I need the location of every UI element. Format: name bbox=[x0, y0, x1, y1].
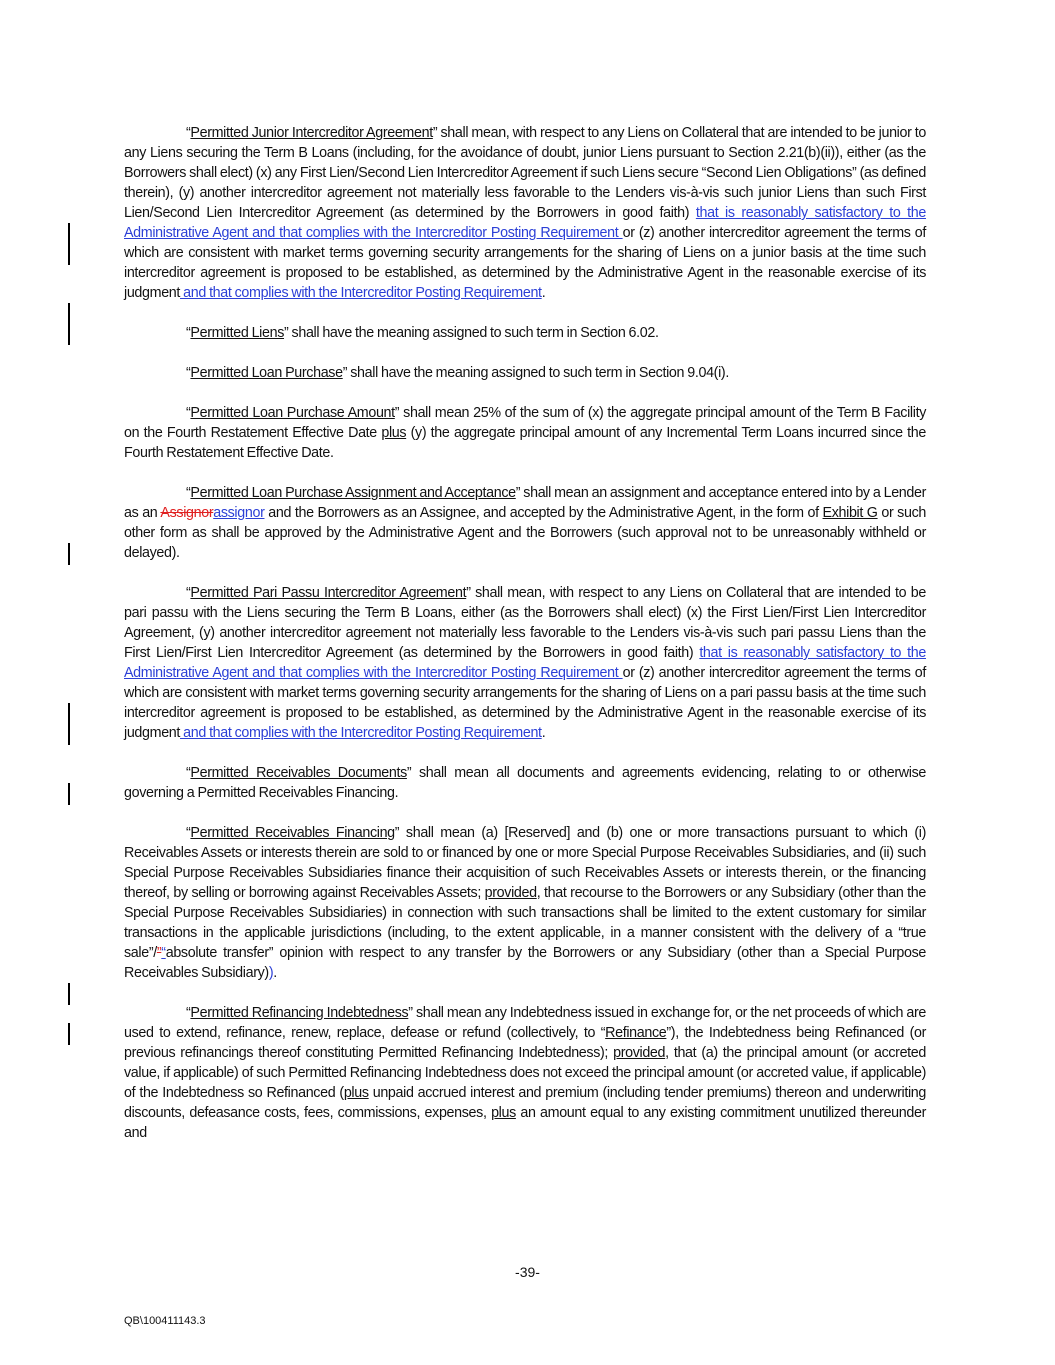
text-run: “ bbox=[186, 825, 191, 841]
document-body bbox=[124, 123, 926, 1163]
text-run: (y) the aggregate principal amount of any Incremental Term Loans incurred since the Fourth Restatement Effective Date. bbox=[124, 425, 926, 461]
text-run: “ bbox=[186, 485, 191, 501]
text-run: ” shall mean 25% of the sum of (x) the aggregate principal amount of the Term B Facility on the Fourth Restatement Effective Date bbox=[124, 405, 926, 441]
inserted-text: and that complies with the Intercreditor Posting Requirement bbox=[180, 725, 542, 741]
defined-term: plus bbox=[343, 1085, 369, 1101]
definition-paragraph bbox=[124, 363, 926, 383]
defined-term: Permitted Refinancing Indebtedness bbox=[190, 1005, 409, 1021]
defined-term: Permitted Junior Intercreditor Agreement bbox=[190, 125, 433, 141]
defined-term: Permitted Liens bbox=[190, 325, 285, 341]
text-run: absolute transfer” opinion with respect to any transfer by the Borrowers or any Subsidiary (other than a Special Purpose Receivables Subsidiary) bbox=[124, 945, 926, 981]
defined-term: Permitted Loan Purchase bbox=[190, 365, 343, 381]
text-run: ” shall mean any Indebtedness issued in exchange for, or the net proceeds of which are used to extend, refinance, renew, replace, defease or refund (collectively, to “ bbox=[124, 1005, 926, 1041]
change-bar bbox=[68, 783, 70, 805]
text-run: “ bbox=[186, 405, 191, 421]
text-run: “ bbox=[186, 1005, 191, 1021]
definition-paragraph bbox=[124, 823, 926, 983]
definition-paragraph bbox=[124, 483, 926, 563]
text-run: “ bbox=[186, 125, 191, 141]
defined-term: Permitted Pari Passu Intercreditor Agreement bbox=[190, 585, 467, 601]
text-run: ” shall mean all documents and agreements evidencing, relating to or otherwise governing a Permitted Receivables Financing. bbox=[124, 765, 926, 801]
defined-term: Permitted Loan Purchase Amount bbox=[190, 405, 395, 421]
definition-paragraph bbox=[124, 1003, 926, 1143]
text-run: ” shall mean an assignment and acceptance entered into by a Lender as an bbox=[124, 485, 927, 521]
text-run: “ bbox=[186, 765, 191, 781]
text-run: “ bbox=[186, 365, 191, 381]
definition-paragraph bbox=[124, 403, 926, 463]
definition-paragraph bbox=[124, 323, 926, 343]
text-run: . bbox=[541, 285, 546, 301]
text-run: ” shall mean, with respect to any Liens on Collateral that are intended to be pari passu with the Liens securing the Term B Loans, either (as the Borrowers shall elect) (x) the First Lien/First Lien Intercreditor Agreement, (y) another intercreditor agreement not materially less favorable to the Lenders vis-à-vis such pari passu Liens than the First Lien/First Lien Intercreditor Agreement (as determined by the Borrowers in good faith) bbox=[124, 585, 926, 661]
inserted-text: ) bbox=[268, 965, 274, 981]
deleted-text: Assignor bbox=[160, 505, 214, 521]
change-bar bbox=[68, 983, 70, 1005]
text-run: or (z) another intercreditor agreement the terms of which are consistent with market terms governing security arrangements for the sharing of Liens on a junior basis at the time such intercreditor agreement is proposed to be established, as determined by the Administrative Agent in the reasonable exercise of its judgment bbox=[124, 225, 927, 301]
text-run: ”), the Indebtedness being Refinanced (or previous refinancings thereof constituting Permitted Refinancing Indebtedness); bbox=[124, 1025, 926, 1061]
defined-term: Permitted Receivables Financing bbox=[190, 825, 395, 841]
defined-term: Exhibit G bbox=[822, 505, 878, 521]
defined-term: Refinance bbox=[605, 1025, 667, 1041]
text-run: ” shall have the meaning assigned to such term in Section 6.02. bbox=[284, 325, 659, 341]
defined-term: provided bbox=[484, 885, 537, 901]
inserted-text: and that complies with the Intercreditor Posting Requirement bbox=[180, 285, 542, 301]
defined-term: Permitted Receivables Documents bbox=[190, 765, 407, 781]
text-run: ” shall have the meaning assigned to such term in Section 9.04(i). bbox=[342, 365, 729, 381]
inserted-text: “ bbox=[161, 945, 166, 961]
inserted-text: assignor bbox=[213, 505, 265, 521]
defined-term: plus bbox=[381, 425, 407, 441]
text-run: , that recourse to the Borrowers or any Subsidiary (other than the Special Purpose Receivables Subsidiaries) in connection with such transactions shall be limited to the extent customary for similar transactions in the applicable jurisdictions (including, to the extent applicable, in a manner consistent with the delivery of a “true sale”/ bbox=[124, 885, 926, 961]
text-run: ” shall mean, with respect to any Liens on Collateral that are intended to be junior to any Liens securing the Term B Loans (including, for the avoidance of doubt, junior Liens pursuant to Section 2.21(b)(ii)), either (as the Borrowers shall elect) (x) any First Lien/Second Lien Intercreditor Agreement if such Liens secure “Second Lien Obligations” (as defined therein), (y) another intercreditor agreement not materially less favorable to the Lenders vis-à-vis such junior Liens than such First Lien/Second Lien Intercreditor Agreement (as determined by the Borrowers in good faith) bbox=[124, 125, 926, 221]
defined-term: provided bbox=[613, 1045, 666, 1061]
deleted-text: ” bbox=[156, 945, 162, 961]
page-number: -39- bbox=[515, 1264, 540, 1280]
text-run: “ bbox=[186, 585, 191, 601]
text-run: . bbox=[541, 725, 546, 741]
change-bar bbox=[68, 703, 70, 745]
text-run: an amount equal to any existing commitment unutilized thereunder and bbox=[124, 1105, 926, 1141]
definition-paragraph bbox=[124, 583, 926, 743]
defined-term: Permitted Loan Purchase Assignment and Acceptance bbox=[190, 485, 516, 501]
change-bar bbox=[68, 1023, 70, 1045]
change-bar bbox=[68, 303, 70, 345]
text-run: . bbox=[273, 965, 277, 981]
text-run: or such other form as shall be approved by the Administrative Agent and the Borrowers (such approval not to be unreasonably withheld or delayed). bbox=[124, 505, 926, 561]
definition-paragraph bbox=[124, 763, 926, 803]
inserted-text: that is reasonably satisfactory to the Administrative Agent and that complies with the Intercreditor Posting Requirement bbox=[124, 205, 926, 241]
change-bar bbox=[68, 543, 70, 565]
text-run: unpaid accrued interest and premium (including tender premiums) thereon and underwriting discounts, defeasance costs, fees, commissions, expenses, bbox=[124, 1085, 926, 1121]
text-run: , that (a) the principal amount (or accreted value, if applicable) of such Permitted Refinancing Indebtedness does not exceed the principal amount (or accreted value, if applicable) of the Indebtedness so Refinanced ( bbox=[124, 1045, 926, 1101]
text-run: or (z) another intercreditor agreement the terms of which are consistent with market terms governing security arrangements for the sharing of Liens on a pari passu basis at the time such intercreditor agreement is proposed to be established, as determined by the Administrative Agent in the reasonable exercise of its judgment bbox=[124, 665, 927, 741]
inserted-text: that is reasonably satisfactory to the Administrative Agent and that complies with the Intercreditor Posting Requirement bbox=[124, 645, 926, 681]
text-run: “ bbox=[186, 325, 191, 341]
defined-term: plus bbox=[491, 1105, 516, 1121]
text-run: ” shall mean (a) [Reserved] and (b) one or more transactions pursuant to which (i) Receivables Assets or interests therein are sold to or financed by one or more Special Purpose Receivables Subsidiaries, and (ii) such Special Purpose Receivables Subsidiaries finance their acquisition of such Receivables Assets or interests therein, or the financing thereof, by selling or borrowing against Receivables Assets; bbox=[124, 825, 926, 901]
definition-paragraph bbox=[124, 123, 926, 303]
text-run: and the Borrowers as an Assignee, and accepted by the Administrative Agent, in the form of bbox=[264, 505, 823, 521]
change-bar bbox=[68, 223, 70, 265]
document-id-footer: QB\100411143.3 bbox=[124, 1315, 206, 1327]
